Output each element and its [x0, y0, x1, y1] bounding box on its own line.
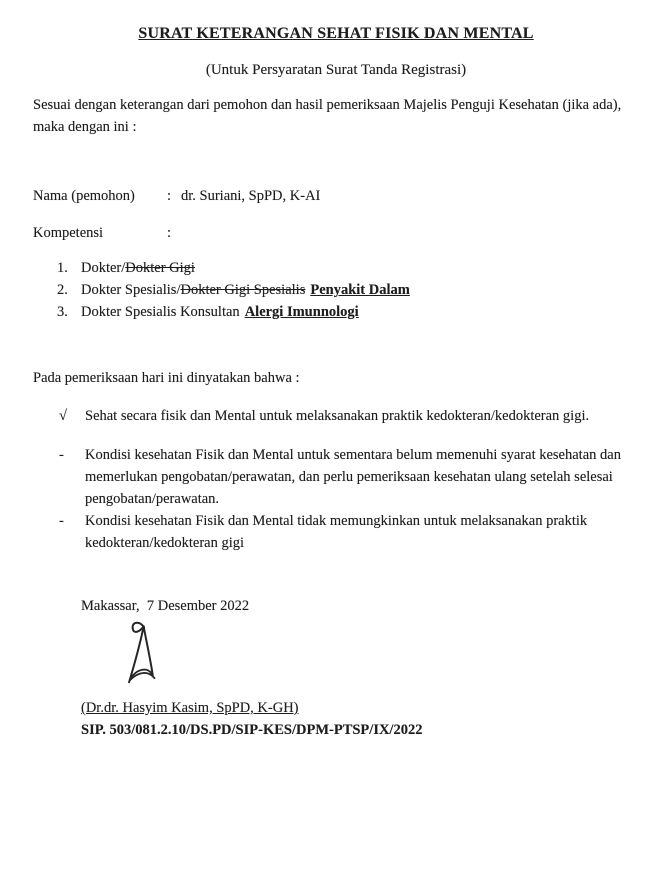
signature-block [125, 619, 639, 691]
competency-text [81, 257, 195, 279]
statement-heading: Pada pemeriksaan hari ini dinyatakan bahwa : [33, 370, 300, 386]
name-field-colon: : [167, 188, 172, 204]
signer-sip-number: SIP. 503/081.2.10/DS.PD/SIP-KES/DPM-PTSP/IX/2022 [81, 721, 423, 738]
declaration-text: Sehat secara fisik dan Mental untuk melaksanakan praktik kedokteran/kedokteran gigi. [85, 407, 590, 424]
signature-icon [125, 619, 165, 691]
list-number: 1. [57, 260, 68, 276]
declaration-option-2 [59, 444, 639, 510]
competency-text [81, 301, 359, 323]
competency-normal-text: Dokter Spesialis Konsultan [81, 304, 240, 320]
declaration-text: Kondisi kesehatan Fisik dan Mental untuk sementara belum memenuhi syarat kesehatan dan memerlukan pengobatan/perawatan, dan perlu pemeriksaan kesehatan ulang setelah selesai pengobatan/perawatan. [85, 446, 621, 507]
checkmark-icon: √ [59, 407, 67, 424]
name-field-row [33, 186, 639, 208]
document-subtitle: (Untuk Persyaratan Surat Tanda Registrasi) [205, 62, 467, 78]
kompetensi-field-colon: : [167, 224, 172, 241]
name-field-label: Nama (pemohon) [33, 188, 135, 204]
competency-item-1 [57, 257, 639, 279]
competency-struck-text: Dokter Gigi [125, 260, 195, 276]
competency-item-2 [57, 279, 639, 301]
dash-marker: - [59, 446, 64, 463]
dash-marker: - [59, 512, 64, 529]
signer-name: (Dr.dr. Hasyim Kasim, SpPD, K-GH) [81, 700, 299, 716]
competency-bold-text: Alergi Imunnologi [244, 304, 359, 320]
competency-normal-text: Dokter Spesialis/ [81, 282, 181, 298]
declaration-option-3 [59, 510, 639, 554]
name-field-value: dr. Suriani, SpPD, K-AI [181, 188, 321, 204]
intro-paragraph: Sesuai dengan keterangan dari pemohon dan hasil pemeriksaan Majelis Penguji Kesehatan (jika ada), maka dengan ini : [33, 97, 622, 135]
competency-list [57, 257, 639, 323]
list-number: 2. [57, 282, 68, 298]
kompetensi-field-row [33, 223, 639, 245]
declaration-checked [59, 405, 639, 427]
city-date-line: Makassar, 7 Desember 2022 [81, 597, 250, 614]
declaration-text: Kondisi kesehatan Fisik dan Mental tidak memungkinkan untuk melaksanakan praktik kedokteran/kedokteran gigi [85, 512, 588, 551]
competency-normal-text: Dokter/ [81, 260, 126, 276]
document-title: SURAT KETERANGAN SEHAT FISIK DAN MENTAL [138, 25, 534, 42]
competency-struck-text: Dokter Gigi Spesialis [180, 282, 306, 298]
competency-item-3 [57, 301, 639, 323]
kompetensi-field-label: Kompetensi [33, 224, 104, 241]
list-number: 3. [57, 304, 68, 320]
competency-bold-text: Penyakit Dalam [310, 282, 410, 298]
competency-text [81, 279, 410, 301]
